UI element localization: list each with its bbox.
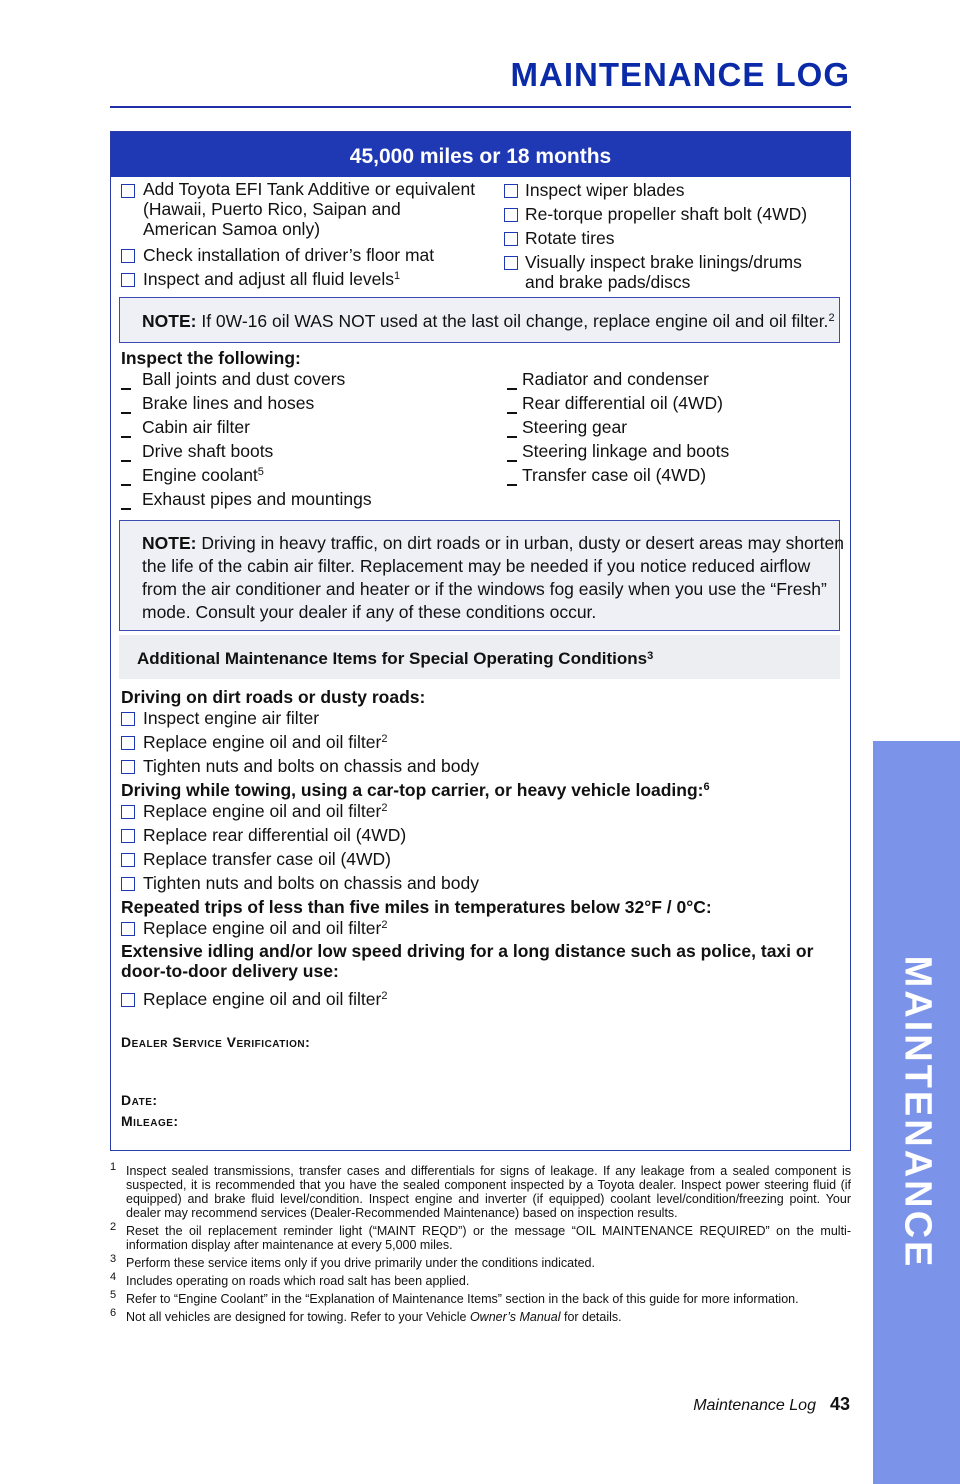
check-item: Replace engine oil and oil filter$^2$ [143, 989, 388, 1009]
interval-heading: 45,000 miles or 18 months [111, 132, 850, 177]
inspect-heading: Inspect the following: [121, 348, 301, 368]
section-title: Extensive idling and/or low speed driving for a long distance such as police, taxi or door-to-door delivery use: [121, 941, 814, 981]
page-number: 43 [829, 1394, 850, 1414]
check-item: Inspect engine air filter [143, 708, 320, 728]
checkbox[interactable] [504, 208, 518, 222]
inspect-item: Brake lines and hoses [142, 393, 315, 413]
footer-section: Maintenance Log [693, 1397, 816, 1414]
checkbox[interactable] [121, 736, 135, 750]
check-item: Replace engine oil and oil filter$^2$ [143, 918, 388, 938]
page-title: MAINTENANCE LOG [510, 56, 850, 93]
inspect-item: Transfer case oil (4WD) [522, 465, 707, 485]
check-item: Inspect wiper blades [525, 180, 685, 200]
check-item: Check installation of driver’s floor mat [143, 245, 435, 265]
section-title: Driving while towing, using a car-top carrier, or heavy vehicle loading:$^6$ [121, 780, 710, 800]
inspect-item: Cabin air filter [142, 417, 250, 437]
check-item: Replace transfer case oil (4WD) [143, 849, 391, 869]
check-item: Replace rear differential oil (4WD) [143, 825, 407, 845]
inspect-item: Rear differential oil (4WD) [522, 393, 723, 413]
checkbox[interactable] [504, 184, 518, 198]
checkbox[interactable] [121, 877, 135, 891]
check-item: Inspect and adjust all fluid levels$^1$ [143, 269, 401, 289]
check-item: Replace engine oil and oil filter$^2$ [143, 732, 388, 752]
footnotes [110, 1161, 851, 1328]
section-title: Driving on dirt roads or dusty roads: [121, 687, 426, 707]
check-item: Add Toyota EFI Tank Additive or equivalent (Hawaii, Puerto Rico, Saipan and American Samoa only) [143, 179, 476, 239]
footnote: 5 Refer to “Engine Coolant” in the “Explanation of Maintenance Items” section in the back of this guide for more information. [110, 1289, 799, 1306]
checkbox[interactable] [121, 184, 135, 198]
check-item: Replace engine oil and oil filter$^2$ [143, 801, 388, 821]
footnote: 6 Not all vehicles are designed for towing. Refer to your Vehicle Owner’s Manual for details. [110, 1307, 622, 1324]
side-tab-label: MAINTENANCE [896, 955, 938, 1270]
check-item: Rotate tires [525, 228, 615, 248]
footnote: 1 Inspect sealed transmissions, transfer cases and differentials for signs of leakage. If any leakage from a sealed component is suspected, it is recommended that you have the sealed component inspected by a Toyota dealer. Inspect power steering fluid (if equipped) and brake fluid level/condition. Inspect engine and inverter (if equipped) coolant level/condition/freezing point. Your dealer may recommend services (Dealer-Recommended Maintenance) based on inspection results. [110, 1161, 851, 1220]
checkbox[interactable] [121, 829, 135, 843]
inspect-item: Steering linkage and boots [522, 441, 730, 461]
checkbox[interactable] [121, 805, 135, 819]
inspect-item: Drive shaft boots [142, 441, 274, 461]
inspect-item: Radiator and condenser [522, 369, 709, 389]
dealer-verification-label: Dealer Service Verification: [121, 1034, 311, 1050]
check-item: Visually inspect brake linings/drums and brake pads/discs [525, 252, 802, 292]
checkbox[interactable] [504, 256, 518, 270]
inspect-item: Exhaust pipes and mountings [142, 489, 372, 509]
oil-note: NOTE: If 0W-16 oil WAS NOT used at the last oil change, replace engine oil and oil filter.$^2$ [119, 297, 840, 343]
date-label: Date: [121, 1092, 158, 1108]
maintenance-box [110, 131, 851, 1151]
side-tab [873, 741, 960, 1484]
page-footer [693, 1394, 850, 1415]
inspect-item: Engine coolant$^5$ [142, 465, 264, 485]
checkbox[interactable] [121, 760, 135, 774]
title-rule [110, 106, 851, 108]
footnote: 2 Reset the oil replacement reminder light (“MAINT REQD”) or the message “OIL MAINTENANCE REQUIRED” on the multi-information display after maintenance at every 5,000 miles. [110, 1221, 851, 1252]
checkbox[interactable] [121, 853, 135, 867]
checkbox[interactable] [121, 273, 135, 287]
checkbox[interactable] [121, 993, 135, 1007]
inspect-item: Steering gear [522, 417, 628, 437]
inspect-item: Ball joints and dust covers [142, 369, 346, 389]
checkbox[interactable] [504, 232, 518, 246]
checkbox[interactable] [121, 249, 135, 263]
check-item: Tighten nuts and bolts on chassis and body [143, 873, 479, 893]
checkbox[interactable] [121, 712, 135, 726]
checkbox[interactable] [121, 922, 135, 936]
footnote: 3 Perform these service items only if you drive primarily under the conditions indicated. [110, 1253, 595, 1270]
mileage-label: Mileage: [121, 1113, 179, 1129]
check-item: Re-torque propeller shaft bolt (4WD) [525, 204, 808, 224]
cabin-filter-note: NOTE: Driving in heavy traffic, on dirt roads or in urban, dusty or desert areas may shorten the life of the cabin air filter. Replacement may be needed if you notice reduced airflow from the air conditioner and heater or if the windows fog easily when you use the “Fresh” mode. Consult your dealer if any of these conditions occur. [119, 520, 840, 631]
section-title: Repeated trips of less than five miles in temperatures below 32°F / 0°C: [121, 897, 712, 917]
footnote: 4 Includes operating on roads which road salt has been applied. [110, 1271, 470, 1288]
additional-heading: Additional Maintenance Items for Special Operating Conditions$^3$ [119, 635, 840, 679]
check-item: Tighten nuts and bolts on chassis and body [143, 756, 479, 776]
